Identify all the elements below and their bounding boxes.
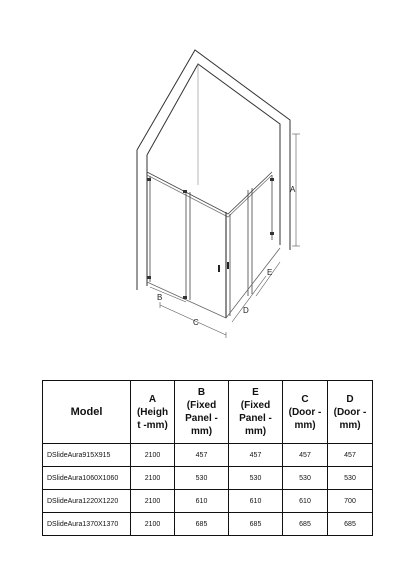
cell-model: DSlideAura915X915 — [43, 444, 131, 467]
cell-b: 530 — [175, 467, 229, 490]
header-model — [43, 381, 131, 444]
cell-model: DSlideAura1220X1220 — [43, 490, 131, 513]
cell-a: 2100 — [131, 490, 175, 513]
header-e — [229, 381, 283, 444]
header-d-line-3: mm) — [339, 419, 361, 431]
header-c-line-1: C — [301, 393, 309, 405]
cell-e: 685 — [229, 513, 283, 536]
cell-b: 685 — [175, 513, 229, 536]
dimension-label-b: B — [157, 293, 163, 302]
cell-e: 457 — [229, 444, 283, 467]
table-row — [43, 467, 373, 490]
cell-b: 610 — [175, 490, 229, 513]
header-b-line-1: B — [197, 387, 206, 398]
header-d — [328, 381, 373, 444]
table-header-row — [43, 381, 373, 444]
header-a-line-2: (Heigh — [136, 406, 169, 418]
cell-a: 2100 — [131, 513, 175, 536]
table-row — [43, 444, 373, 467]
glass-panels — [147, 172, 280, 318]
cell-c: 457 — [283, 444, 328, 467]
table-row — [43, 513, 373, 536]
header-b-line-2: (Fixed — [186, 400, 217, 411]
header-model-line: Model — [70, 405, 103, 418]
cell-e: 530 — [229, 467, 283, 490]
header-b-line-3: Panel - — [185, 413, 218, 424]
cell-d: 457 — [328, 444, 373, 467]
cell-d: 700 — [328, 490, 373, 513]
header-e-line-1: E — [252, 387, 259, 398]
cell-b: 457 — [175, 444, 229, 467]
header-b-line-4: mm) — [190, 426, 213, 437]
header-c-line-2: (Door - — [288, 406, 322, 418]
cell-d: 685 — [328, 513, 373, 536]
header-a-line-3: t -mm) — [137, 419, 168, 431]
cell-model: DSlideAura1370X1370 — [43, 513, 131, 536]
header-a-line-1: A — [148, 393, 157, 405]
table-row — [43, 490, 373, 513]
header-c-line-3: mm) — [294, 419, 316, 431]
header-c — [283, 381, 328, 444]
dimension-label-e: E — [267, 268, 273, 277]
cell-a: 2100 — [131, 444, 175, 467]
back-walls — [137, 50, 290, 290]
cell-c: 610 — [283, 490, 328, 513]
header-b — [175, 381, 229, 444]
cell-model: DSlideAura1060X1060 — [43, 467, 131, 490]
dimension-lines — [150, 134, 300, 338]
cell-d: 530 — [328, 467, 373, 490]
cell-c: 685 — [283, 513, 328, 536]
cell-c: 530 — [283, 467, 328, 490]
header-d-line-2: (Door - — [333, 406, 367, 418]
header-e-line-4: mm) — [244, 426, 267, 437]
header-e-line-2: (Fixed — [240, 400, 271, 411]
dimensions-table — [42, 380, 373, 536]
header-e-line-3: Panel - — [239, 413, 272, 424]
dimension-label-a: A — [290, 185, 296, 194]
dimension-label-c: C — [193, 318, 199, 327]
cell-e: 610 — [229, 490, 283, 513]
header-a — [131, 381, 175, 444]
cell-a: 2100 — [131, 467, 175, 490]
header-d-line-1: D — [346, 393, 354, 405]
dimension-label-d: D — [243, 306, 249, 315]
